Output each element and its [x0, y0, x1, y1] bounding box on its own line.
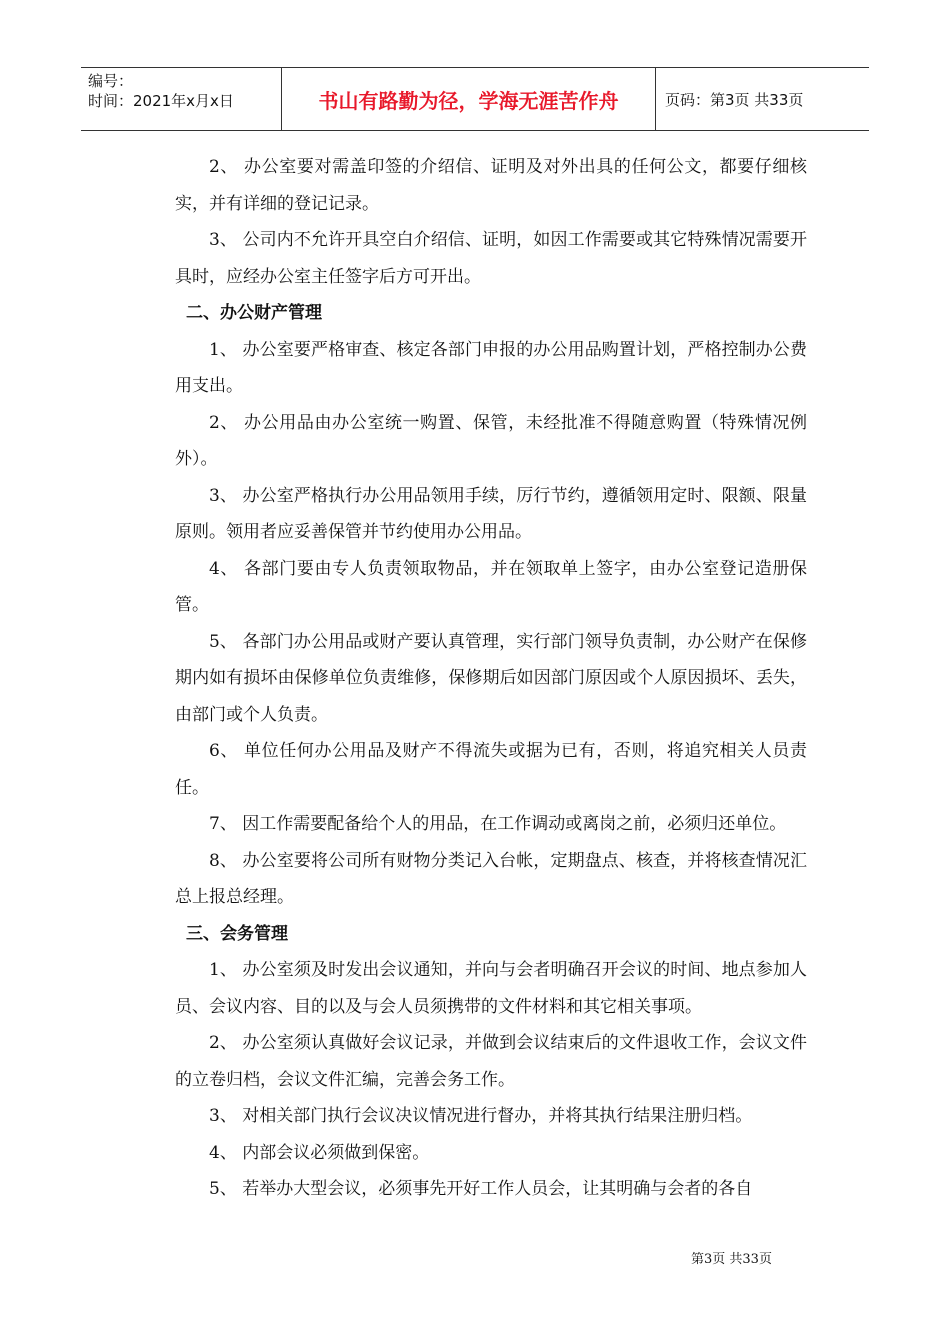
section-heading: 二、办公财产管理 — [186, 303, 322, 323]
document-number-label: 编号： — [88, 72, 134, 90]
paragraph: 1、 办公室须及时发出会议通知，并向与会者明确召开会议的时间、地点参加人员、会议内容、目的以及与会人员须携带的文件材料和其它相关事项。 — [175, 960, 807, 1017]
section-heading: 三、会务管理 — [186, 923, 288, 944]
paragraph: 3、 办公室严格执行办公用品领用手续，厉行节约，遵循领用定时、限额、限量原则。领用者应妥善保管并节约使用办公用品。 — [175, 485, 807, 542]
paragraph: 3、 公司内不允许开具空白介绍信、证明，如因工作需要或其它特殊情况需要开具时，应经办公室主任签字后方可开出。 — [175, 230, 807, 287]
paragraph: 5、 若举办大型会议，必须事先开好工作人员会，让其明确与会者的各自 — [209, 1179, 753, 1199]
paragraph: 2、 办公室要对需盖印签的介绍信、证明及对外出具的任何公文，都要仔细核实，并有详细的登记记录。 — [175, 157, 807, 214]
header-meta-cell — [81, 68, 281, 130]
header-page-number: 页码：第3页 共33页 — [665, 90, 804, 109]
paragraph: 5、 各部门办公用品或财产要认真管理，实行部门领导负责制，办公财产在保修期内如有损坏由保修单位负责维修，保修期后如因部门原因或个人原因损坏、丢失，由部门或个人负责。 — [175, 631, 807, 725]
paragraph: 7、 因工作需要配备给个人的用品，在工作调动或离岗之前，必须归还单位。 — [209, 814, 787, 834]
document-date-label: 时间：2021年x月x日 — [88, 92, 234, 110]
paragraph: 4、 各部门要由专人负责领取物品，并在领取单上签字，由办公室登记造册保管。 — [175, 558, 807, 615]
page-header — [81, 67, 869, 131]
paragraph: 2、 办公室须认真做好会议记录，并做到会议结束后的文件退收工作，会议文件的立卷归档，会议文件汇编，完善会务工作。 — [175, 1033, 807, 1090]
paragraph: 6、 单位任何办公用品及财产不得流失或据为已有，否则，将追究相关人员责任。 — [175, 741, 807, 798]
paragraph: 3、 对相关部门执行会议决议情况进行督办，并将其执行结果注册归档。 — [209, 1106, 753, 1126]
header-divider — [655, 68, 656, 130]
paragraph: 2、 办公用品由办公室统一购置、保管，未经批准不得随意购置（特殊情况例外）。 — [175, 412, 807, 469]
footer-page-number: 第3页 共33页 — [691, 1252, 772, 1267]
header-motto: 书山有路勤为径，学海无涯苦作舟 — [318, 88, 619, 113]
paragraph: 4、 内部会议必须做到保密。 — [209, 1142, 430, 1163]
document-body — [175, 149, 807, 1208]
paragraph: 8、 办公室要将公司所有财物分类记入台帐，定期盘点、核查，并将核查情况汇总上报总经理。 — [175, 850, 807, 907]
paragraph: 1、 办公室要严格审查、核定各部门申报的办公用品购置计划，严格控制办公费用支出。 — [175, 339, 807, 396]
